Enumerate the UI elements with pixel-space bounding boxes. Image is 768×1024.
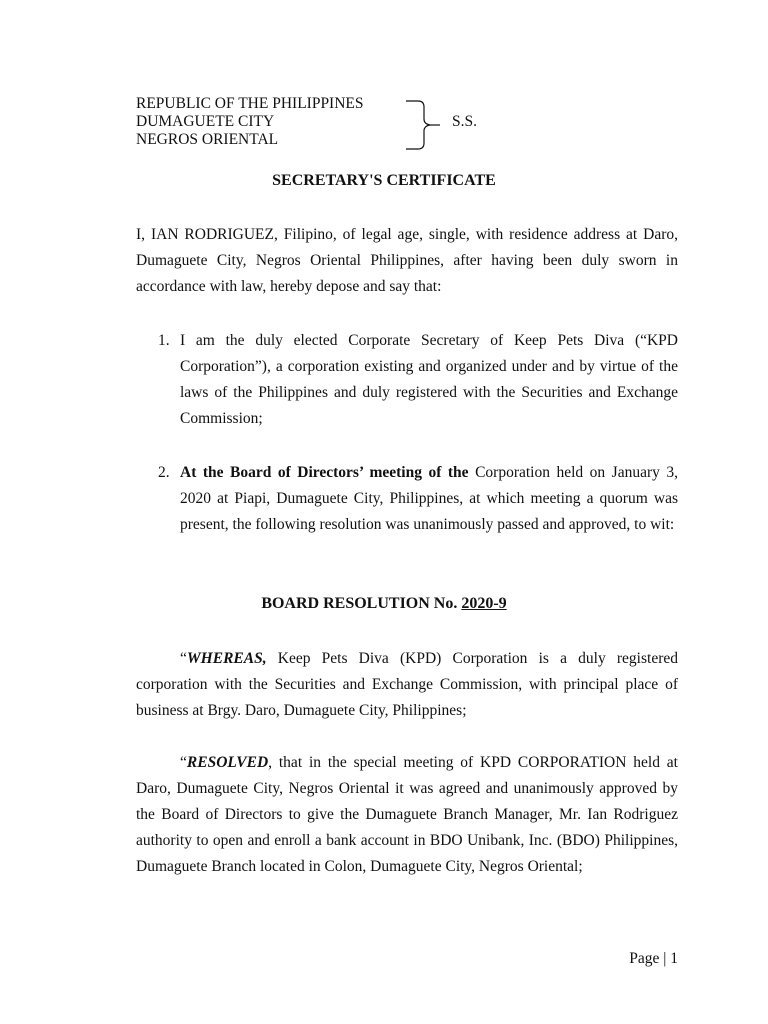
venue-line-country: REPUBLIC OF THE PHILIPPINES — [136, 95, 364, 112]
page-number: Page | 1 — [629, 950, 678, 967]
venue-line-city: DUMAGUETE CITY — [136, 113, 275, 130]
intro-paragraph: I, IAN RODRIGUEZ, Filipino, of legal age, single, with residence address at Daro, Dumaguete City, Negros Oriental Philippines, after having been duly sworn in accordance with law, hereby depose and say that: — [136, 226, 678, 295]
whereas-clause — [136, 646, 678, 724]
meeting-lead: At the Board of Directors’ meeting of the — [180, 464, 469, 481]
document-title: SECRETARY'S CERTIFICATE — [272, 172, 496, 189]
meeting-details: Corporation held on January 3, 2020 at Piapi, Dumaguete City, Philippines, at which meeting a quorum was present, the following resolution was unanimously passed and approved, to wit: — [180, 464, 678, 533]
list-item-number: 1. — [158, 332, 170, 349]
whereas-quote: “ — [180, 650, 187, 667]
resolution-title — [0, 595, 768, 613]
resolved-clause — [136, 750, 678, 880]
list-item-text — [180, 460, 678, 538]
curly-brace-icon — [404, 99, 444, 151]
list-item-text: I am the duly elected Corporate Secretary of Keep Pets Diva (“KPD Corporation”), a corporation existing and organized under and by virtue of the laws of the Philippines and duly registered with the Securities and Exchange Commission; — [180, 332, 678, 427]
whereas-keyword: WHEREAS, — [186, 650, 267, 667]
ss-label: S.S. — [452, 113, 477, 130]
resolved-quote: “ — [180, 754, 187, 771]
resolved-text: , that in the special meeting of KPD CORPORATION held at Daro, Dumaguete City, Negros Oriental it was agreed and unanimously approved by the Board of Directors to give the Dumaguete Branch Manager, Mr. Ian Rodriguez authority to open and enroll a bank account in BDO Unibank, Inc. (BDO) Philippines, Dumaguete Branch located in Colon, Dumaguete City, Negros Oriental; — [136, 754, 678, 875]
venue-line-province: NEGROS ORIENTAL — [136, 131, 279, 148]
resolved-keyword: RESOLVED — [186, 754, 269, 771]
whereas-text: Keep Pets Diva (KPD) Corporation is a duly registered corporation with the Securities and Exchange Commission, with principal place of business at Brgy. Daro, Dumaguete City, Philippines; — [136, 650, 678, 719]
resolution-title-prefix: BOARD RESOLUTION No. — [261, 595, 462, 612]
venue-block — [136, 95, 364, 149]
list-item-number: 2. — [158, 464, 170, 481]
resolution-number: 2020-9 — [461, 595, 507, 612]
